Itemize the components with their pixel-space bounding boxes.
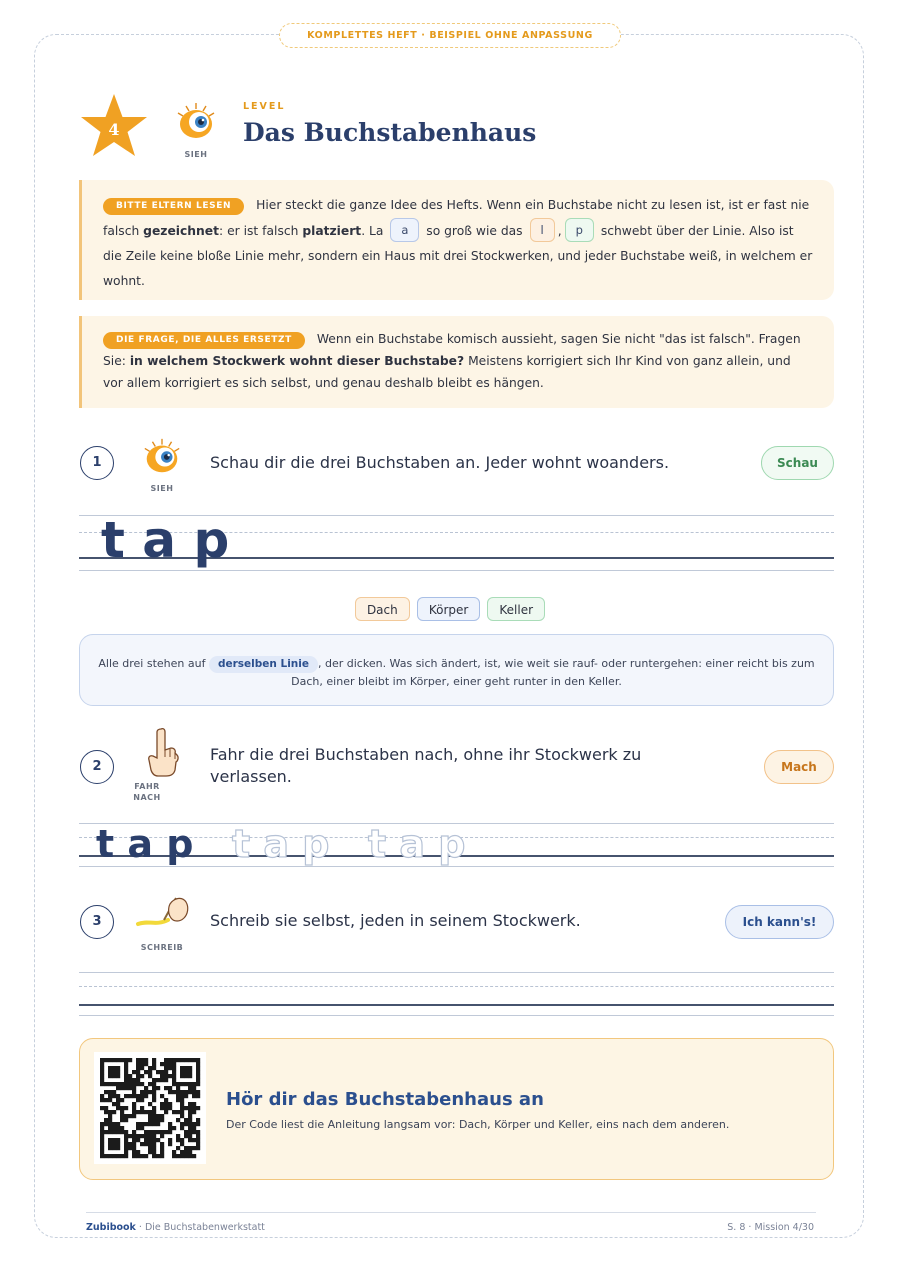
midline <box>79 986 834 987</box>
cellar-line <box>79 1015 834 1016</box>
zone-chip-dach: Dach <box>355 597 410 621</box>
trace-letters[interactable]: t a p <box>368 822 466 866</box>
page-title: Das Buchstabenhaus <box>243 118 537 147</box>
roof-line <box>79 972 834 973</box>
step-3-instruction: Schreib sie selbst, jeden in seinem Stockwerk. <box>210 911 581 930</box>
level-label: LEVEL <box>243 101 286 112</box>
eye-icon <box>174 100 218 144</box>
mach-button[interactable]: Mach <box>764 750 834 784</box>
letter-chip-a: a <box>390 218 419 242</box>
pointing-hand-icon <box>144 726 182 778</box>
model-letters: t a p <box>96 822 194 866</box>
question-note-badge: DIE FRAGE, DIE ALLES ERSETZT <box>103 332 305 349</box>
info-box: Alle drei stehen auf derselben Linie , der dicken. Was sich ändert, ist, wie weit sie rauf- oder runtergehen: einer reicht bis zum Dach, einer bleibt im Körper, einer geht runter in den Keller. <box>79 634 834 706</box>
step-number-3: 3 <box>80 905 114 939</box>
icon-caption-sieh: SIEH <box>184 150 208 159</box>
zone-legend <box>0 597 900 621</box>
footer-brand: Zubibook · Die Buchstabenwerkstatt <box>86 1222 265 1233</box>
schau-button[interactable]: Schau <box>761 446 834 480</box>
baseline[interactable] <box>79 1004 834 1006</box>
audio-title: Hör dir das Buchstabenhaus an <box>226 1089 544 1110</box>
audio-subtitle: Der Code liest die Anleitung langsam vor: Dach, Körper und Keller, eins nach dem anderen. <box>226 1118 730 1131</box>
parents-note-badge: BITTE ELTERN LESEN <box>103 198 244 215</box>
step-1-instruction: Schau dir die drei Buchstaben an. Jeder wohnt woanders. <box>210 453 670 472</box>
writing-hand-icon <box>134 890 192 936</box>
letter-chip-p: p <box>565 218 594 242</box>
zone-chip-keller: Keller <box>487 597 545 621</box>
demo-letters: t a p <box>101 511 230 569</box>
footer-page-info: S. 8 · Mission 4/30 <box>727 1222 814 1233</box>
icon-caption-schreib: SCHREIB <box>140 943 184 952</box>
letter-chip-l: l <box>530 218 555 242</box>
top-banner: KOMPLETTES HEFT · BEISPIEL OHNE ANPASSUNG <box>279 23 621 48</box>
ich-kanns-button[interactable]: Ich kann's! <box>725 905 834 939</box>
parents-note: BITTE ELTERN LESEN Hier steckt die ganze Idee des Hefts. Wenn ein Buchstabe nicht zu lesen ist, ist er fast nie falsch gezeichnet: er ist falsch platziert. La a so groß wie das l , p schwebt über der Linie. Also ist die Zeile keine bloße Linie mehr, sondern ein Haus mit drei Stockwerken, und jeder Buchstabe weiß, in welchem er wohnt. <box>79 180 834 300</box>
question-note: DIE FRAGE, DIE ALLES ERSETZT Wenn ein Buchstabe komisch aussieht, sagen Sie nicht "das ist falsch". Fragen Sie: in welchem Stockwerk wohnt dieser Buchstabe? Meistens korrigiert sich Ihr Kind von ganz allein, und vor allem korrigiert es sich selbst, und genau deshalb bleibt es hängen. <box>79 316 834 408</box>
qr-code-image[interactable] <box>94 1052 206 1164</box>
eye-icon <box>140 436 184 478</box>
footer-divider <box>86 1212 816 1213</box>
step-number-2: 2 <box>80 750 114 784</box>
trace-letters[interactable]: t a p <box>232 822 330 866</box>
step-2-instruction: Fahr die drei Buchstaben nach, ohne ihr Stockwerk zu verlassen. <box>210 745 642 786</box>
icon-caption-sieh: SIEH <box>150 484 174 493</box>
zone-chip-koerper: Körper <box>417 597 480 621</box>
icon-caption-fahr-nach: FAHR NACH <box>133 782 161 802</box>
level-number: 4 <box>108 120 120 139</box>
qr-code[interactable] <box>94 1052 206 1164</box>
cellar-line <box>79 570 834 571</box>
baseline-chip: derselben Linie <box>209 656 318 673</box>
step-number-1: 1 <box>80 446 114 480</box>
